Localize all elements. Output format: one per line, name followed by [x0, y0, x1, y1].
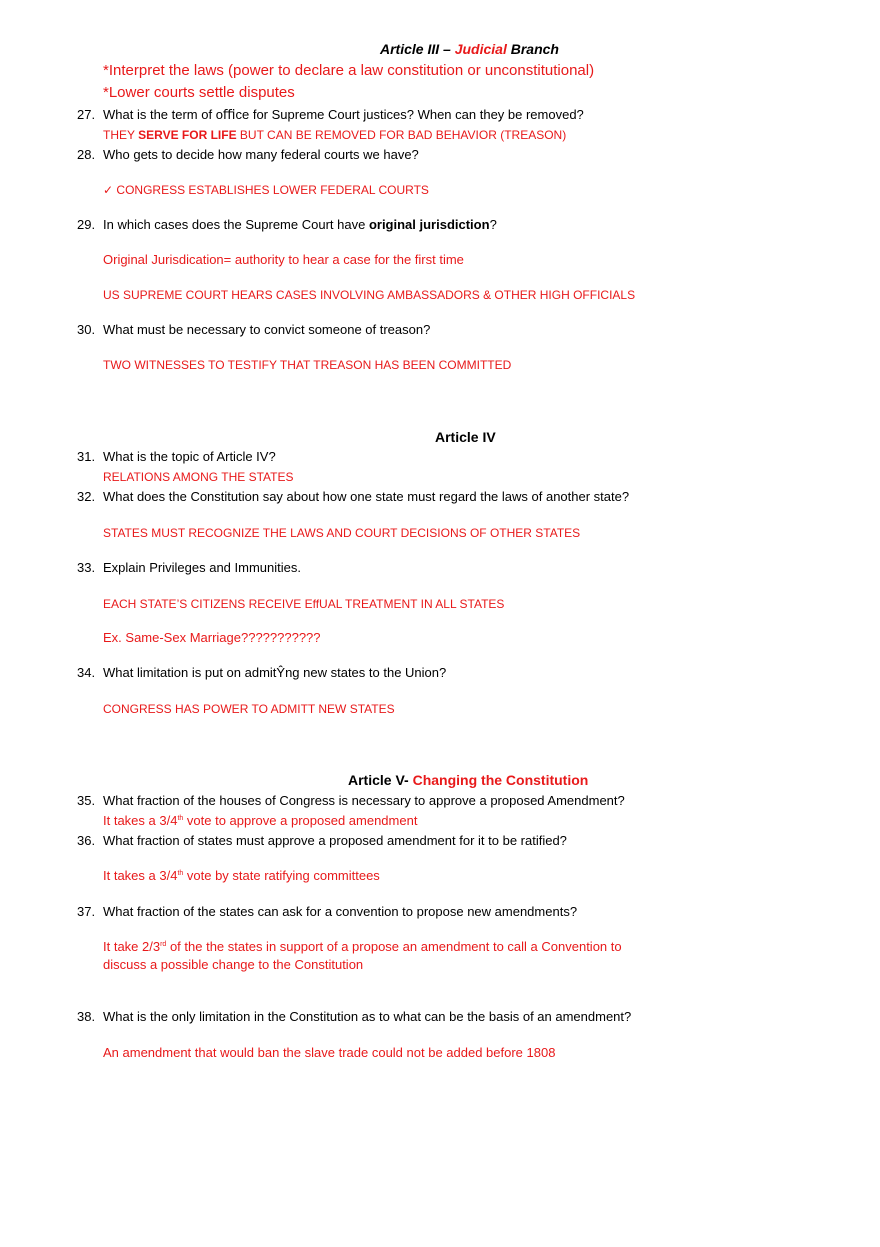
article-v-heading [348, 772, 588, 788]
question-text: What must be necessary to convict someone of treason? [103, 322, 431, 337]
answer-text [103, 182, 429, 198]
answer-post: BUT CAN BE REMOVED FOR BAD BEHAVIOR (TREASON) [236, 128, 567, 142]
question-number: 29. [77, 217, 96, 232]
question-number: 32. [77, 489, 96, 504]
question-number: 30. [77, 322, 96, 337]
answer-pre: THEY [103, 128, 139, 142]
answer-pre: It takes a 3/4 [103, 868, 178, 883]
answer-pre: It take 2/3 [103, 939, 161, 954]
question-post: ? [489, 217, 497, 232]
question-number: 34. [77, 665, 96, 680]
answer-text [103, 813, 417, 829]
answer-text [103, 939, 622, 955]
answer-pre: It takes a 3/4 [103, 813, 178, 828]
article-iii-heading [380, 41, 559, 57]
answer-text: An amendment that would ban the slave trade could not be added before 1808 [103, 1045, 556, 1060]
question-text: What is the only limitation in the Constitution as to what can be the basis of an amendment? [103, 1009, 632, 1024]
answer-text: TWO WITNESSES TO TESTIFY THAT TREASON HAS BEEN COMMITTED [103, 358, 512, 372]
question-number: 33. [77, 560, 96, 575]
answer-post: vote by state ratifying committees [183, 868, 380, 883]
answer-text: Original Jurisdication= authority to hear a case for the first time [103, 252, 464, 267]
question-text: Explain Privileges and Immunities. [103, 560, 301, 575]
answer-text: US SUPREME COURT HEARS CASES INVOLVING AMBASSADORS & OTHER HIGH OFFICIALS [103, 288, 636, 302]
answer-text: EACH STATE’S CITIZENS RECEIVE EffUAL TREATMENT IN ALL STATES [103, 597, 505, 611]
question-pre: In which cases does the Supreme Court have [103, 217, 369, 232]
question-text [103, 217, 497, 233]
answer-text [103, 127, 566, 143]
question-bold: original jurisdiction [368, 217, 490, 232]
answer-post: vote to approve a proposed amendment [183, 813, 418, 828]
question-text: What does the Constitution say about how one state must regard the laws of another state? [103, 489, 630, 504]
question-number: 37. [77, 904, 96, 919]
article-iii-bullet-2: *Lower courts settle disputes [103, 84, 295, 101]
heading-part-changing: Changing the Constitution [412, 772, 589, 788]
heading-part-judicial: Judicial [454, 41, 507, 57]
heading-part-a: Article V- [348, 772, 413, 788]
question-number: 35. [77, 793, 96, 808]
article-iv-heading: Article IV [435, 429, 496, 445]
heading-part-branch: Branch [506, 41, 559, 57]
answer-bold: SERVE FOR LIFE [138, 128, 237, 142]
question-text: What fraction of the states can ask for a convention to propose new amendments? [103, 904, 578, 919]
question-number: 31. [77, 449, 96, 464]
answer-sup: th [177, 870, 184, 877]
question-text: Who gets to decide how many federal courts we have? [103, 147, 419, 162]
answer-label: CONGRESS ESTABLISHES LOWER FEDERAL COURTS [116, 183, 429, 197]
answer-text: CONGRESS HAS POWER TO ADMITT NEW STATES [103, 702, 395, 716]
question-text: What is the term of oﬃce for Supreme Court justices? When can they be removed? [103, 107, 584, 122]
answer-text [103, 868, 380, 884]
question-text: What limitation is put on admitŶng new states to the Union? [103, 665, 447, 680]
checkmark-icon: ✓ [103, 183, 114, 197]
answer-text: RELATIONS AMONG THE STATES [103, 470, 294, 484]
question-text: What is the topic of Article IV? [103, 449, 276, 464]
question-number: 38. [77, 1009, 96, 1024]
question-number: 36. [77, 833, 96, 848]
question-text: What fraction of states must approve a proposed amendment for it to be ratified? [103, 833, 567, 848]
heading-part-a: Article III – [380, 41, 455, 57]
answer-text-line2: discuss a possible change to the Constitution [103, 957, 364, 972]
answer-text: STATES MUST RECOGNIZE THE LAWS AND COURT DECISIONS OF OTHER STATES [103, 526, 581, 540]
question-number: 28. [77, 147, 96, 162]
answer-sup: rd [160, 941, 167, 948]
question-text: What fraction of the houses of Congress is necessary to approve a proposed Amendment? [103, 793, 625, 808]
answer-post: of the the states in support of a propose an amendment to call a Convention to [166, 939, 622, 954]
answer-text: Ex. Same-Sex Marriage??????????? [103, 630, 321, 645]
question-number: 27. [77, 107, 96, 122]
article-iii-bullet-1: *Interpret the laws (power to declare a law constitution or unconstitutional) [103, 62, 595, 79]
answer-sup: th [177, 815, 184, 822]
